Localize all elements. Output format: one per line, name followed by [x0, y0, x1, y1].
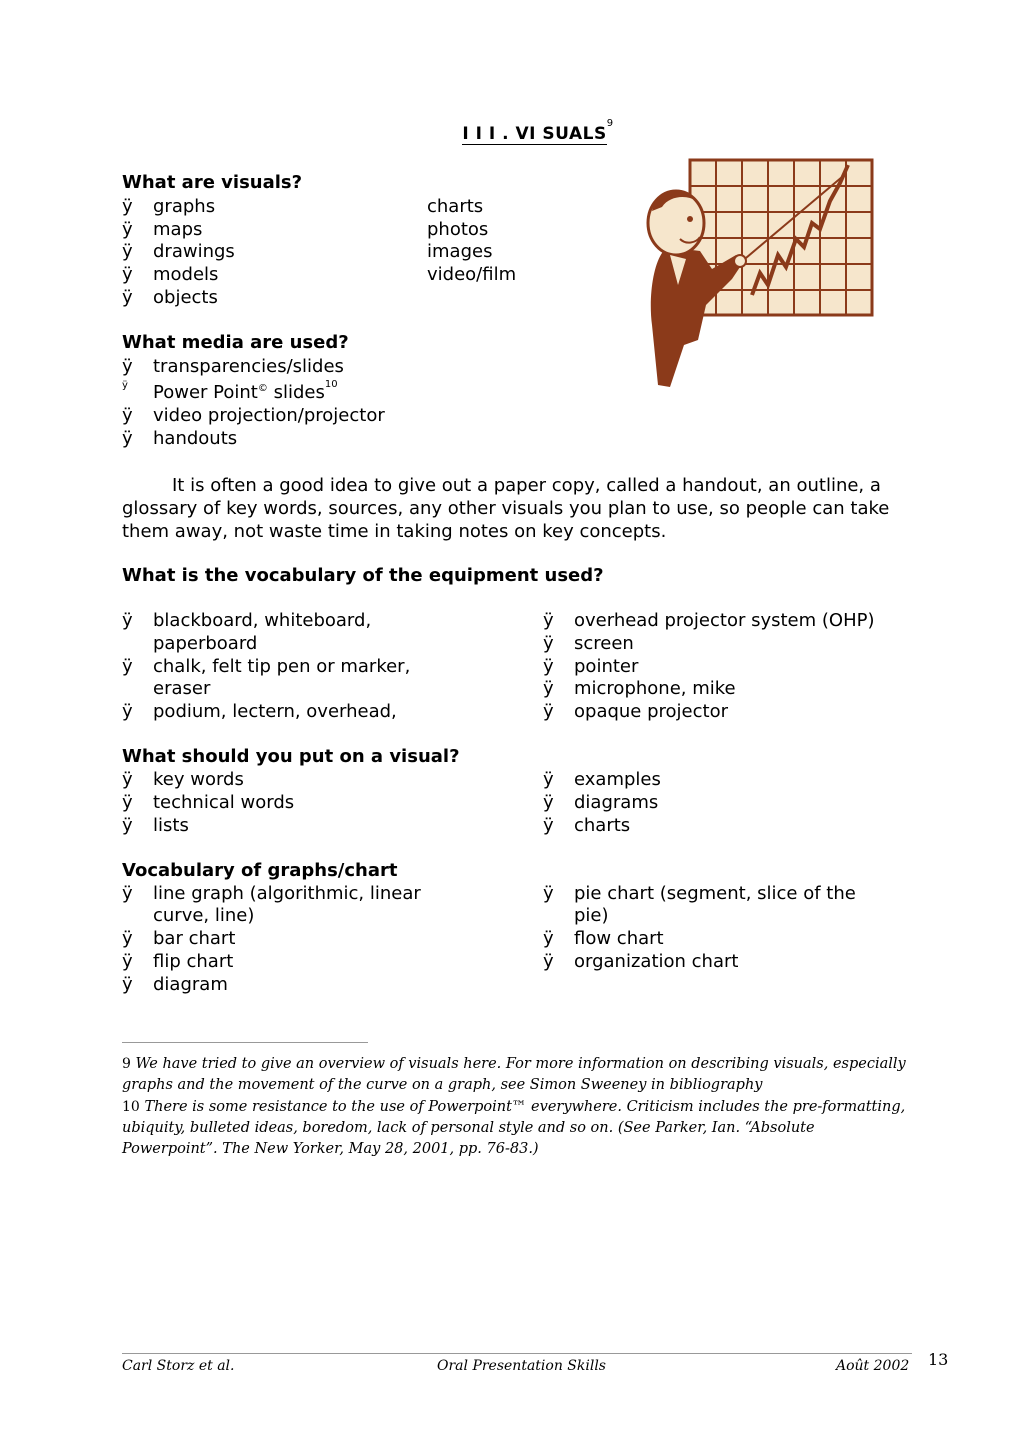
- list-item: drawings: [153, 241, 235, 262]
- bullet: ÿ: [543, 678, 554, 699]
- list-item: maps: [153, 219, 203, 240]
- list-item: podium, lectern, overhead,: [153, 701, 397, 722]
- list-item: charts: [427, 196, 484, 217]
- footnote-number: 10: [122, 1099, 140, 1115]
- list-item: chalk, felt tip pen or marker,: [153, 656, 411, 677]
- list-item: organization chart: [574, 951, 739, 972]
- list-item: lists: [153, 815, 189, 836]
- list-item: video/film: [427, 264, 517, 285]
- powerpoint-label: Power Point: [153, 382, 258, 403]
- bullet: ÿ: [543, 883, 554, 904]
- list-item: examples: [574, 769, 661, 790]
- bullet: ÿ: [122, 264, 133, 285]
- list-item: diagram: [153, 974, 228, 995]
- footer-divider: [122, 1353, 912, 1354]
- bullet: ÿ: [122, 701, 133, 722]
- handout-paragraph: [122, 474, 902, 543]
- title-text: I I I . VI SUALS: [462, 124, 607, 144]
- list-item: line graph (algorithmic, linear: [153, 883, 421, 904]
- section-heading-visuals: What are visuals?: [122, 172, 303, 193]
- bullet: ÿ: [543, 928, 554, 949]
- list-item: images: [427, 241, 493, 262]
- list-item: opaque projector: [574, 701, 728, 722]
- bullet: ÿ: [543, 951, 554, 972]
- bullet: ÿ: [122, 815, 133, 836]
- list-item: graphs: [153, 196, 216, 217]
- section-heading-graph-vocab: Vocabulary of graphs/chart: [122, 860, 398, 881]
- list-item-continued: eraser: [153, 678, 211, 699]
- bullet: ÿ: [122, 241, 133, 262]
- section-heading-media: What media are used?: [122, 332, 349, 353]
- list-item: pie chart (segment, slice of the: [574, 883, 856, 904]
- footer-date: Août 2002: [836, 1358, 910, 1374]
- bullet: ÿ: [122, 974, 133, 995]
- page-number: 13: [928, 1350, 949, 1369]
- bullet: ÿ: [122, 219, 133, 240]
- bullet: ÿ: [122, 356, 133, 377]
- bullet: ÿ: [122, 769, 133, 790]
- bullet: ÿ: [122, 428, 133, 449]
- bullet: ÿ: [122, 656, 133, 677]
- copyright-mark: ©: [257, 383, 268, 394]
- bullet: ÿ: [543, 769, 554, 790]
- footer-author: Carl Storz et al.: [122, 1358, 235, 1374]
- section-heading-visual-content: What should you put on a visual?: [122, 746, 460, 767]
- bullet: ÿ: [122, 380, 128, 391]
- list-item-continued: pie): [574, 905, 609, 926]
- list-item: technical words: [153, 792, 295, 813]
- footnote-10: [122, 1097, 912, 1160]
- list-item: overhead projector system (OHP): [574, 610, 875, 631]
- bullet: ÿ: [543, 701, 554, 722]
- bullet: ÿ: [543, 815, 554, 836]
- list-item: pointer: [574, 656, 639, 677]
- bullet: ÿ: [122, 883, 133, 904]
- page-title: [0, 118, 1024, 145]
- bullet: ÿ: [543, 656, 554, 677]
- bullet: ÿ: [122, 951, 133, 972]
- footnote-text: We have tried to give an overview of visuals here. For more information on describing visuals, especially graphs and the movement of the curve on a graph, see Simon Sweeney in bibliography: [122, 1056, 906, 1093]
- list-item: microphone, mike: [574, 678, 736, 699]
- bullet: ÿ: [122, 405, 133, 426]
- slides-word: slides: [273, 382, 325, 403]
- list-item: diagrams: [574, 792, 659, 813]
- list-item: screen: [574, 633, 634, 654]
- paragraph-text: It is often a good idea to give out a paper copy, called a handout, an outline, a glossary of key words, sources, any other visuals you plan to use, so people can take them away, not waste time in taking notes on key concepts.: [122, 475, 890, 542]
- bullet: ÿ: [122, 792, 133, 813]
- list-item: models: [153, 264, 219, 285]
- list-item-powerpoint: [153, 379, 338, 403]
- bullet: ÿ: [122, 928, 133, 949]
- bullet: ÿ: [122, 196, 133, 217]
- bullet: ÿ: [543, 633, 554, 654]
- list-item: bar chart: [153, 928, 236, 949]
- list-item: photos: [427, 219, 489, 240]
- section-heading-equipment: What is the vocabulary of the equipment used?: [122, 565, 604, 586]
- list-item: objects: [153, 287, 218, 308]
- bullet: ÿ: [543, 792, 554, 813]
- list-item-continued: curve, line): [153, 905, 255, 926]
- list-item: handouts: [153, 428, 238, 449]
- list-item: key words: [153, 769, 244, 790]
- footnote-9: [122, 1054, 912, 1096]
- list-item: flow chart: [574, 928, 664, 949]
- presenter-chart-illustration: [640, 155, 880, 390]
- list-item-continued: paperboard: [153, 633, 258, 654]
- bullet: ÿ: [543, 610, 554, 631]
- bullet: ÿ: [122, 287, 133, 308]
- footnote-divider: [122, 1042, 368, 1043]
- footnote-ref-10: 10: [324, 379, 338, 390]
- list-item: charts: [574, 815, 631, 836]
- footnote-text: There is some resistance to the use of Powerpoint™ everywhere. Criticism includes the pre-formatting, ubiquity, bulleted ideas, boredom, lack of personal style and so on. (See Parker, Ian. “Absolute Powerpoint”. The New Yorker, May 28, 2001, pp. 76-83.): [122, 1099, 906, 1157]
- list-item: blackboard, whiteboard,: [153, 610, 372, 631]
- footer-document-title: Oral Presentation Skills: [437, 1358, 606, 1374]
- list-item: flip chart: [153, 951, 234, 972]
- bullet: ÿ: [122, 610, 133, 631]
- list-item: transparencies/slides: [153, 356, 344, 377]
- title-footnote-ref: 9: [606, 118, 614, 130]
- list-item: video projection/projector: [153, 405, 385, 426]
- footnote-number: 9: [122, 1056, 131, 1072]
